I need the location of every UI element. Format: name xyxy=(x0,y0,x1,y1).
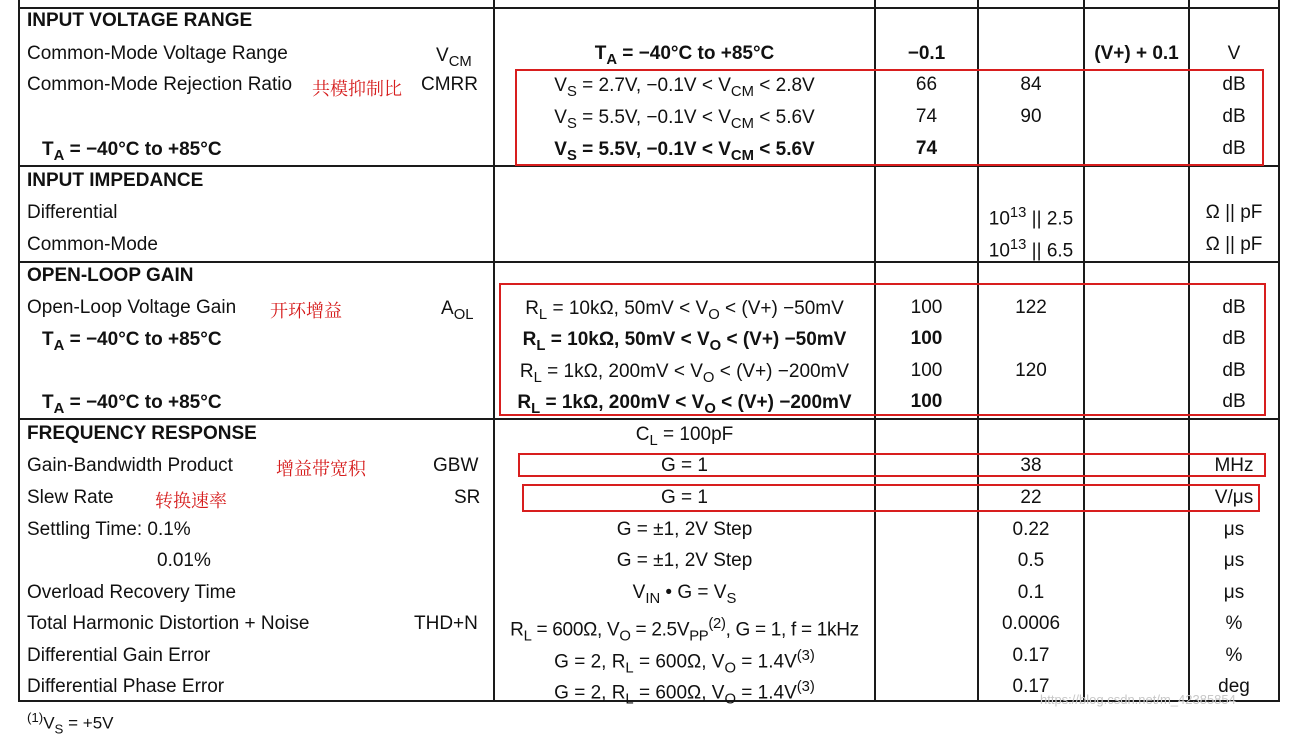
unit-value: % xyxy=(1225,613,1243,634)
section-divider xyxy=(18,7,1280,9)
typ-value: 22 xyxy=(1020,487,1042,508)
symbol-label: CMRR xyxy=(421,74,478,95)
condition-text: G = 1 xyxy=(661,487,708,508)
highlight-box-cmrr xyxy=(515,69,1264,166)
param-label: Common-Mode xyxy=(27,234,158,255)
typ-value: 0.17 xyxy=(1012,676,1050,697)
symbol-label: GBW xyxy=(433,455,479,476)
symbol-label: THD+N xyxy=(414,613,478,634)
condition-text: $V_S = 2.7V$, $-0.1V < V_{CM} < 2.8V$ xyxy=(554,75,815,101)
min-value: 100 xyxy=(910,328,943,349)
unit-value: % xyxy=(1225,645,1243,666)
param-label: Overload Recovery Time xyxy=(27,582,237,603)
typ-value: 0.0006 xyxy=(1001,613,1061,634)
condition-text: $T_A = -40^\circ C$ to +85°C xyxy=(594,43,775,69)
annotation-note: 增益带宽积 xyxy=(276,459,366,480)
param-label: Differential xyxy=(27,202,118,223)
annotation-note: 开环增益 xyxy=(270,301,342,322)
table-right-border xyxy=(1278,0,1280,702)
condition-text: G = 2, $R_L = 600\Omega$, $V_O = 1.4V^{(3)}$ xyxy=(554,648,815,677)
typ-value: $10^{13}$ || 2.5 xyxy=(988,205,1074,230)
typ-value: 0.17 xyxy=(1012,645,1050,666)
unit-value: Ω || pF xyxy=(1205,202,1263,223)
param-label: Differential Phase Error xyxy=(27,676,225,697)
unit-value: Ω || pF xyxy=(1205,234,1263,255)
unit-value: MHz xyxy=(1214,455,1254,476)
typ-value: 84 xyxy=(1020,74,1042,95)
typ-value: 38 xyxy=(1020,455,1042,476)
unit-value: V xyxy=(1227,43,1241,64)
temperature-condition: $T_A = -40^\circ C$ to +85°C xyxy=(42,139,222,165)
typ-value: 0.22 xyxy=(1012,519,1050,540)
table-left-border xyxy=(18,0,20,702)
unit-value: dB xyxy=(1222,74,1246,95)
unit-value: V/μs xyxy=(1214,487,1254,508)
unit-value: deg xyxy=(1218,676,1250,697)
condition-text: $R_L = 600\Omega$, $V_O = 2.5V_{PP}^{(2)}$, G = 1, f = 1kHz xyxy=(510,616,859,645)
min-value: 100 xyxy=(910,297,943,318)
unit-value: dB xyxy=(1222,138,1246,159)
temperature-condition: $T_A = -40^\circ C$ to +85°C xyxy=(42,329,222,355)
condition-text: $V_{IN}$ • $G = V_S$ xyxy=(632,582,737,608)
unit-value: dB xyxy=(1222,360,1246,381)
condition-text: $R_L = 1k\Omega$, $200mV < V_O < (V+) -200mV$ xyxy=(517,392,852,418)
unit-value: μs xyxy=(1223,519,1245,540)
typ-value: 120 xyxy=(1015,360,1047,381)
section-heading: OPEN-LOOP GAIN xyxy=(27,265,194,286)
section-divider xyxy=(18,261,1280,263)
param-label: 0.01% xyxy=(157,550,211,571)
param-label: Common-Mode Rejection Ratio xyxy=(27,74,293,95)
min-value: 74 xyxy=(915,138,938,159)
condition-text: $R_L = 10k\Omega$, $50mV < V_O < (V+) -50mV$ xyxy=(525,298,844,324)
condition-text: $C_L = 100pF$ xyxy=(635,424,734,450)
typ-value: 0.5 xyxy=(1017,550,1045,571)
typ-value: 90 xyxy=(1020,106,1042,127)
section-heading: INPUT IMPEDANCE xyxy=(27,170,204,191)
section-heading: FREQUENCY RESPONSE xyxy=(27,423,257,444)
unit-value: dB xyxy=(1222,391,1246,412)
symbol-label: $V_{CM}$ xyxy=(436,45,472,71)
highlight-box-open-loop-gain xyxy=(499,283,1266,416)
typ-value: $10^{13}$ || 6.5 xyxy=(988,237,1074,262)
min-value: 100 xyxy=(910,391,943,412)
param-label: Slew Rate xyxy=(27,487,114,508)
highlight-box-slew-rate xyxy=(522,484,1260,512)
unit-value: dB xyxy=(1222,297,1246,318)
annotation-note: 共模抑制比 xyxy=(312,79,402,100)
condition-text: G = ±1, 2V Step xyxy=(616,550,753,571)
unit-value: dB xyxy=(1222,106,1246,127)
temperature-condition: $T_A = -40^\circ C$ to +85°C xyxy=(42,392,222,418)
unit-value: μs xyxy=(1223,582,1245,603)
param-label: Settling Time: 0.1% xyxy=(27,519,191,540)
max-value: (V+) + 0.1 xyxy=(1094,43,1179,64)
condition-text: G = 2, $R_L = 600\Omega$, $V_O = 1.4V^{(3)}$ xyxy=(554,679,815,708)
param-label: Gain-Bandwidth Product xyxy=(27,455,233,476)
condition-text: G = ±1, 2V Step xyxy=(616,519,753,540)
min-value: 100 xyxy=(910,360,943,381)
typ-value: 122 xyxy=(1015,297,1047,318)
condition-text: $R_L = 10k\Omega$, $50mV < V_O < (V+) -50mV$ xyxy=(522,329,847,355)
footnote: $^{(1)}V_S = +5V$ xyxy=(27,710,114,737)
watermark-text: https://blog.csdn.net/m_42385854 xyxy=(1040,692,1236,707)
unit-value: μs xyxy=(1223,550,1245,571)
highlight-box-gbw xyxy=(518,453,1266,477)
symbol-label: $A_{OL}$ xyxy=(441,298,474,324)
unit-value: dB xyxy=(1222,328,1246,349)
annotation-note: 转换速率 xyxy=(155,491,227,512)
section-heading: INPUT VOLTAGE RANGE xyxy=(27,10,253,31)
param-label: Total Harmonic Distortion + Noise xyxy=(27,613,310,634)
condition-text: $V_S = 5.5V$, $-0.1V < V_{CM} < 5.6V$ xyxy=(554,107,815,133)
condition-text: $V_S = 5.5V$, $-0.1V < V_{CM} < 5.6V$ xyxy=(554,139,815,165)
min-value: −0.1 xyxy=(907,43,946,64)
min-value: 74 xyxy=(915,106,938,127)
symbol-label: SR xyxy=(454,487,481,508)
condition-text: G = 1 xyxy=(661,455,708,476)
condition-text: $R_L = 1k\Omega$, $200mV < V_O < (V+) -200mV$ xyxy=(519,361,850,387)
param-label: Common-Mode Voltage Range xyxy=(27,43,288,64)
typ-value: 0.1 xyxy=(1017,582,1045,603)
param-label: Open-Loop Voltage Gain xyxy=(27,297,237,318)
min-value: 66 xyxy=(915,74,938,95)
param-label: Differential Gain Error xyxy=(27,645,211,666)
